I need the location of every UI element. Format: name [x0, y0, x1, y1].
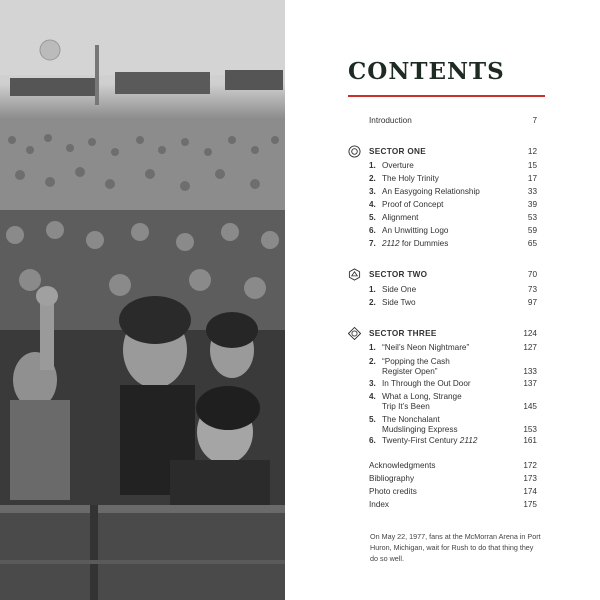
- photo-caption: On May 22, 1977, fans at the McMorran Arena in Port Huron, Michigan, wait for Rush to do that thing they do so well.: [370, 532, 541, 563]
- hexagon-emblem-icon: [348, 268, 361, 281]
- table-of-contents: CONTENTS Introduction 7 SECTOR ONE 12 1. Overture 15 2. The Holy Trinity 17 3. An Easygoing Relationship 33 4. Proof of Concept 39 5. Alignment 53 6. An Unwitting Logo 59 7. 2112 for Dummies 65 SECTOR TWO 70 1. Side One 73 2. Side Two 97 SECTOR THREE 124 1. “Neil’s Neon Nightmare” 127 2. “Popping the Cash 133 Register Open” 3. In Through the Out Door 137 4. What a Long, Strange 145 Trip It’s Been 5. The Nonchalant 153 Mudslinging Express 6. Twenty-First Century 2112 161 Acknowledgments 172 Bibliography 173 Photo credits 174 Index 175 On May 22, 1977, fans at the McMorran Arena in Port Huron, Michigan, wait for Rush to do that thing they do so well.: [340, 0, 550, 600]
- page-title: CONTENTS: [348, 58, 505, 85]
- title-rule: [348, 95, 545, 97]
- circle-emblem-icon: [348, 145, 361, 158]
- concert-crowd-photo: [0, 0, 285, 600]
- diamond-emblem-icon: [348, 327, 361, 340]
